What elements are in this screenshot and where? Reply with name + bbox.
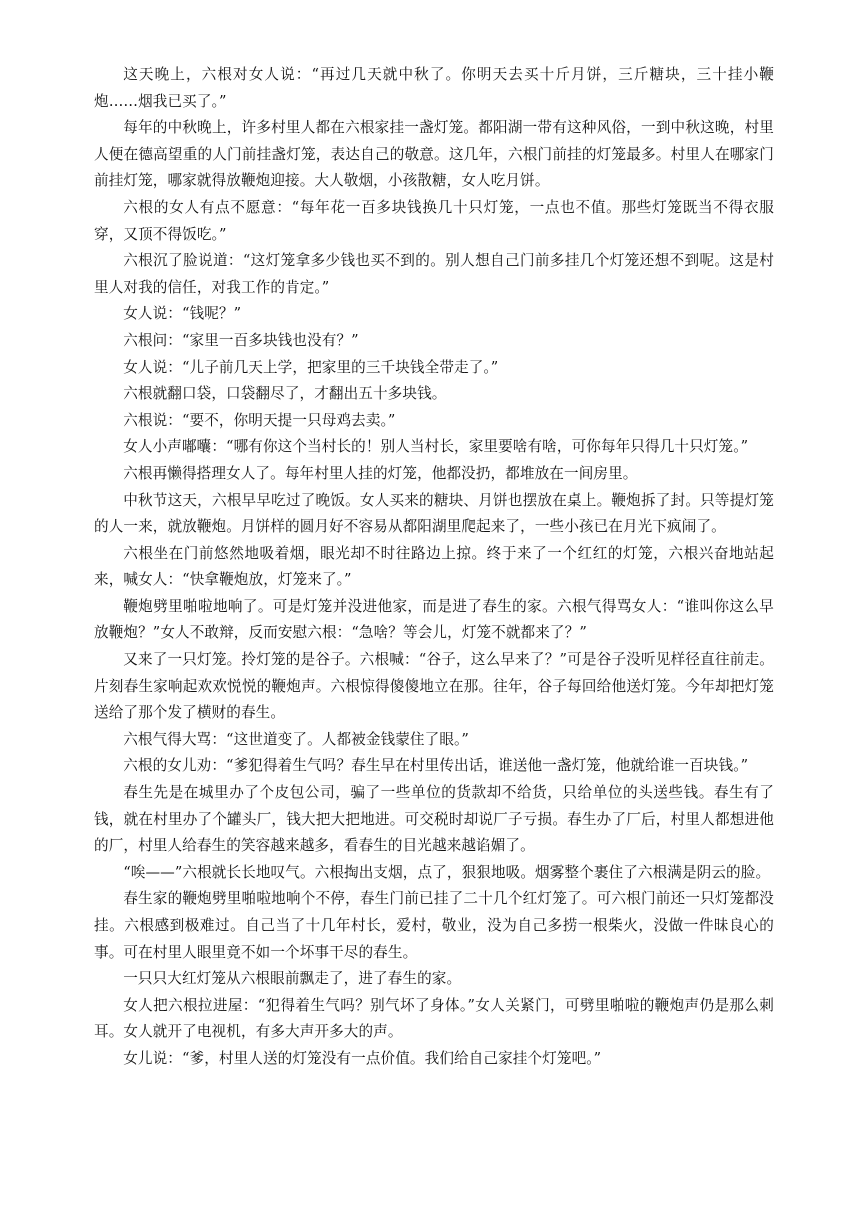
paragraph-13: 六根坐在门前悠然地吸着烟，眼光却不时往路边上掠。终于来了一个红红的灯笼，六根兴奋地站起来，喊女人：“快拿鞭炮放，灯笼来了。” (94, 544, 774, 589)
paragraph-16: 六根气得大骂：“这世道变了。人都被金钱蒙住了眼。” (123, 730, 469, 748)
paragraph-18: 春生先是在城里办了个皮包公司，骗了一些单位的货款却不给货，只给单位的头送些钱。春生有了钱，就在村里办了个罐头厂，钱大把大把地进。可交税时却说厂子亏损。春生办了厂后，村里人都想进他的厂，村里人给春生的笑容越来越多，看春生的目光越来越谄媚了。 (94, 784, 774, 855)
paragraph-12: 中秋节这天，六根早早吃过了晚饭。女人买来的糖块、月饼也摆放在桌上。鞭炮拆了封。只等提灯笼的人一来，就放鞭炮。月饼样的圆月好不容易从都阳湖里爬起来了，一些小孩已在月光下疯闹了。 (94, 491, 774, 536)
story-body (94, 62, 774, 1073)
paragraph-19: “唉——”六根就长长地叹气。六根掏出支烟，点了，狠狠地吸。烟雾整个裹住了六根满是阴云的脸。 (123, 863, 771, 881)
paragraph-7: 女人说：“儿子前几天上学，把家里的三千块钱全带走了。” (123, 358, 499, 376)
paragraph-4: 六根沉了脸说道：“这灯笼拿多少钱也买不到的。别人想自己门前多挂几个灯笼还想不到呢。这是村里人对我的信任，对我工作的肯定。” (94, 252, 774, 296)
paragraph-11: 六根再懒得搭理女人了。每年村里人挂的灯笼，他都没扔，都堆放在一间房里。 (123, 464, 638, 482)
paragraph-8: 六根就翻口袋，口袋翻尽了，才翻出五十多块钱。 (123, 385, 447, 403)
paragraph-14: 鞭炮劈里啪啦地响了。可是灯笼并没进他家，而是进了春生的家。六根气得骂女人：“谁叫你这么早放鞭炮？”女人不敢辩，反而安慰六根：“急啥？等会儿，灯笼不就都来了？” (94, 597, 774, 642)
paragraph-22: 女人把六根拉进屋：“犯得着生气吗？别气坏了身体。”女人关紧门，可劈里啪啦的鞭炮声仍是那么刺耳。女人就开了电视机，有多大声开多大的声。 (94, 996, 774, 1041)
paragraph-9: 六根说：“要不，你明天提一只母鸡去卖。” (123, 411, 396, 429)
paragraph-21: 一只只大红灯笼从六根眼前飘走了，进了春生的家。 (123, 970, 462, 988)
paragraph-23: 女儿说：“爹，村里人送的灯笼没有一点价值。我们给自己家挂个灯笼吧。” (123, 1049, 602, 1067)
paragraph-2: 每年的中秋晚上，许多村里人都在六根家挂一盏灯笼。都阳湖一带有这种风俗，一到中秋这晚，村里人便在德高望重的人门前挂盏灯笼，表达自己的敬意。这几年，六根门前挂的灯笼最多。村里人在哪家门前挂灯笼，哪家就得放鞭炮迎接。大人敬烟，小孩散糖，女人吃月饼。 (94, 119, 774, 190)
paragraph-6: 六根问：“家里一百多块钱也没有？” (123, 331, 359, 349)
paragraph-10: 女人小声嘟囔：“哪有你这个当村长的！别人当村长，家里要啥有啥，可你每年只得几十只灯笼。” (123, 438, 749, 456)
paragraph-5: 女人说：“钱呢？” (123, 305, 242, 323)
paragraph-1: 这天晚上，六根对女人说：“再过几天就中秋了。你明天去买十斤月饼，三斤糖块，三十挂小鞭炮……烟我已买了。” (94, 66, 774, 110)
paragraph-15: 又来了一只灯笼。拎灯笼的是谷子。六根喊：“谷子，这么早来了？”可是谷子没听见样径直往前走。片刻春生家响起欢欢悦悦的鞭炮声。六根惊得傻傻地立在那。往年，谷子每回给他送灯笼。今年却把灯笼送给了那个发了横财的春生。 (94, 651, 774, 722)
paragraph-17: 六根的女儿劝：“爹犯得着生气吗？春生早在村里传出话，谁送他一盏灯笼，他就给谁一百块钱。” (123, 757, 749, 775)
paragraph-3: 六根的女人有点不愿意：“每年花一百多块钱换几十只灯笼，一点也不值。那些灯笼既当不得衣服穿，又顶不得饭吃。” (94, 198, 774, 243)
paragraph-20: 春生家的鞭炮劈里啪啦地响个不停，春生门前已挂了二十几个红灯笼了。可六根门前还一只灯笼都没挂。六根感到极难过。自己当了十几年村长，爱村，敬业，没为自己多捞一根柴火，没做一件昧良心的事。可在村里人眼里竟不如一个坏事干尽的春生。 (94, 890, 774, 961)
